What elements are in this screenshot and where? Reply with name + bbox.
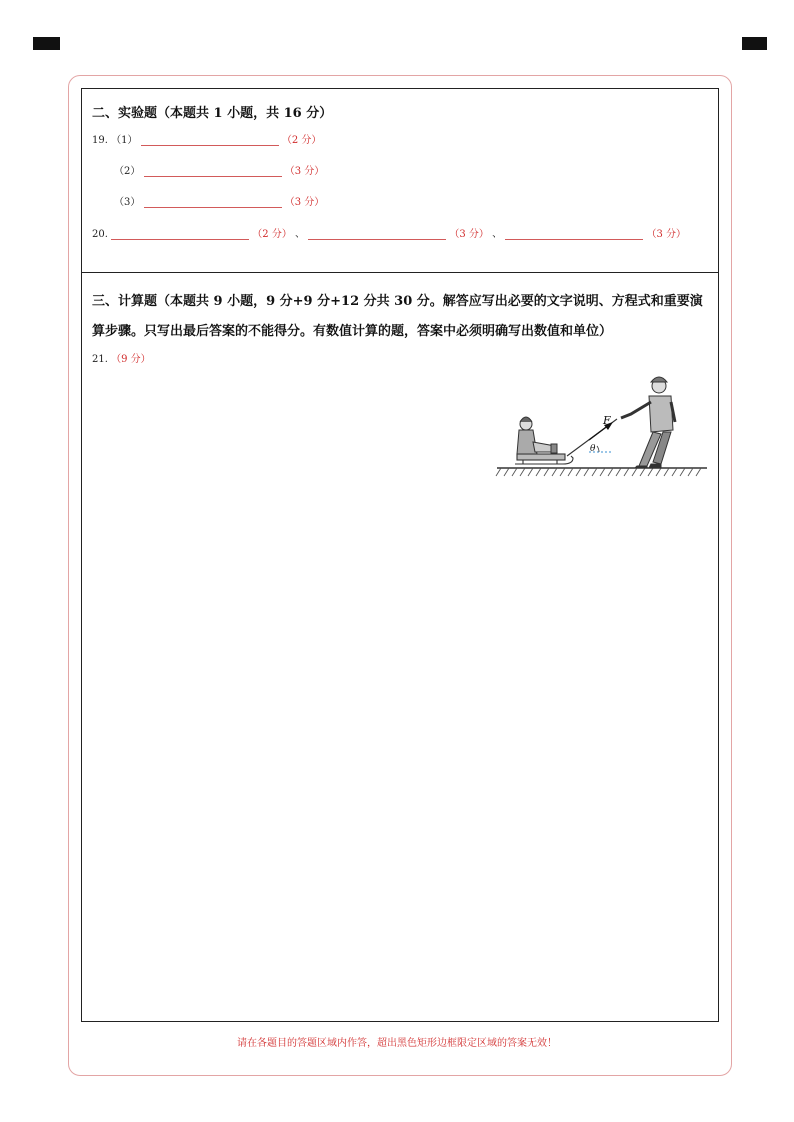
- q20-row: [92, 228, 686, 242]
- q20-separator2: 、: [492, 229, 503, 240]
- q19-number: 19.: [92, 135, 108, 146]
- angle-label: θ: [590, 444, 596, 454]
- q20-answer3-field[interactable]: [505, 228, 643, 240]
- section-experiment: [81, 88, 719, 273]
- q20-answer1-field[interactable]: [111, 228, 249, 240]
- q19-part1-row: [92, 134, 321, 148]
- q19-part2-points: （3 分）: [284, 166, 325, 177]
- q20-separator1: 、: [295, 229, 306, 240]
- q19-part1-label: （1）: [111, 135, 138, 146]
- child-on-sled: [517, 417, 557, 454]
- q21-points: （9 分）: [111, 354, 151, 365]
- q19-part1-points: （2 分）: [281, 135, 322, 146]
- section3-heading-line1: 三、计算题（本题共 9 小题，9 分+9 分+12 分共 30 分。解答应写出必要的文字说明、方程式和重要演: [92, 294, 703, 309]
- ground-hatching: [496, 468, 701, 476]
- q20-points3: （3 分）: [646, 229, 687, 240]
- q20-number: 20.: [92, 229, 108, 240]
- q19-part1-answer-field[interactable]: [141, 134, 279, 146]
- angle-arc: [597, 446, 599, 452]
- q21-number: 21.: [92, 354, 108, 365]
- q19-part2-answer-field[interactable]: [144, 165, 282, 177]
- footer-warning: 请在各题目的答题区域内作答，超出黑色矩形边框限定区域的答案无效！: [237, 1038, 557, 1049]
- alignment-marker-left: [33, 37, 60, 50]
- force-label: F: [603, 414, 611, 427]
- sled: [515, 454, 573, 464]
- q21-row: [92, 353, 151, 367]
- q19-part3-label: （3）: [114, 197, 141, 208]
- q20-answer2-field[interactable]: [308, 228, 446, 240]
- section3-heading-line2: 算步骤。只写出最后答案的不能得分。有数值计算的题，答案中必须明确写出数值和单位）: [92, 324, 613, 339]
- q19-part3-answer-field[interactable]: [144, 196, 282, 208]
- adult-pulling: [621, 377, 675, 468]
- section2-heading: 二、实验题（本题共 1 小题，共 16 分）: [92, 106, 333, 121]
- q19-part3-row: [114, 196, 324, 210]
- q20-points1: （2 分）: [252, 229, 292, 240]
- q20-points2: （3 分）: [449, 229, 489, 240]
- q19-part2-label: （2）: [114, 166, 141, 177]
- q19-part2-row: [114, 165, 324, 179]
- q19-part3-points: （3 分）: [284, 197, 325, 208]
- alignment-marker-right: [742, 37, 767, 50]
- sled-pulling-figure: [493, 372, 709, 480]
